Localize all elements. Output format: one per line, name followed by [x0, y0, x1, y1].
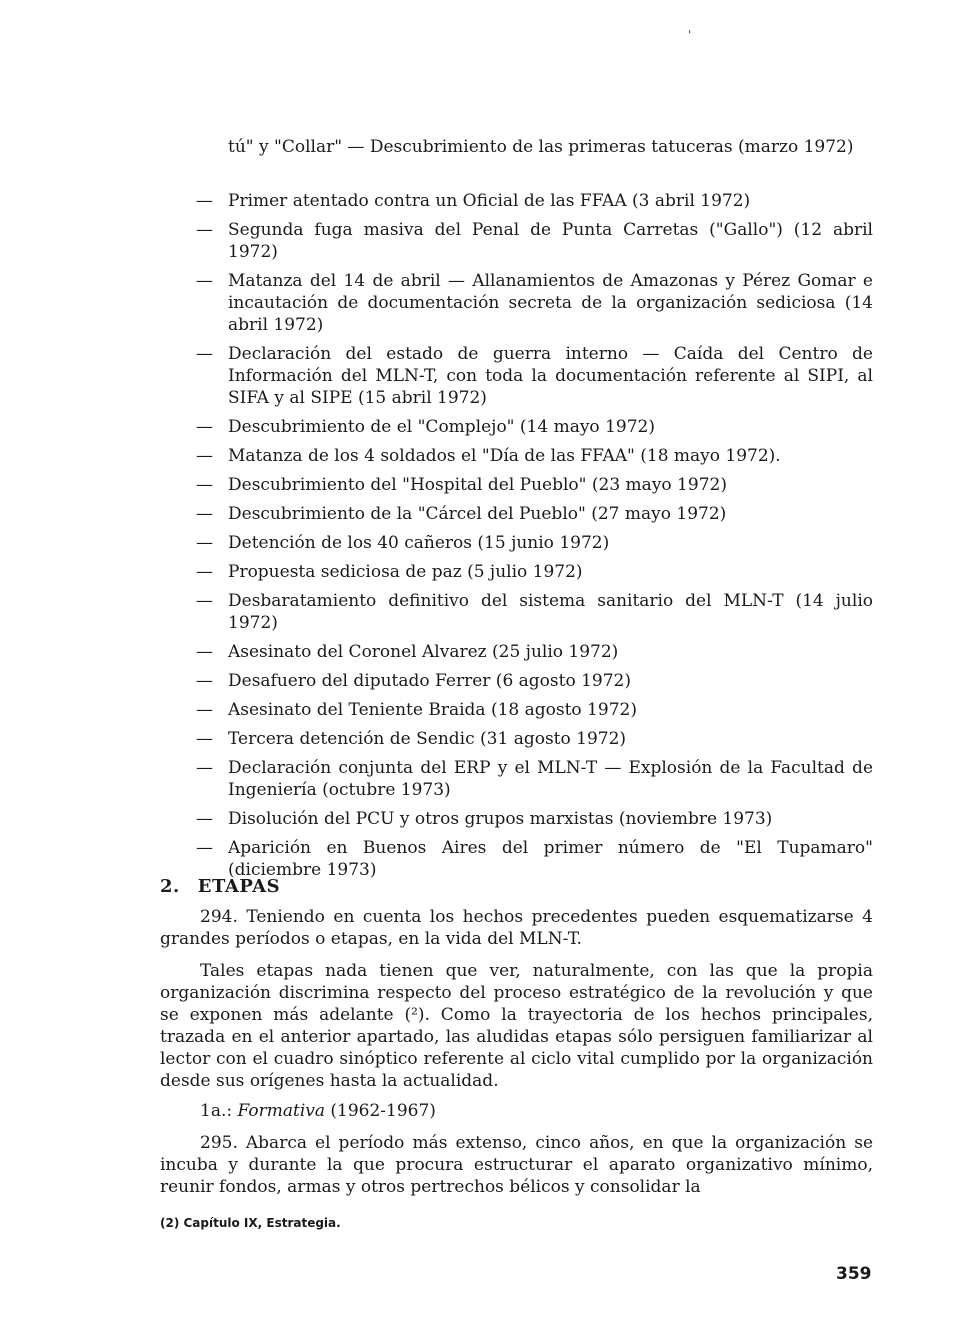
event-text: Aparición en Buenos Aires del primer número de "El Tupamaro" (diciembre 1973): [228, 838, 873, 880]
dash-marker: —: [196, 271, 213, 291]
paragraph-294: 294. Teniendo en cuenta los hechos precedentes pueden esquematizarse 4 grandes períodos o etapas, en la vida del MLN-T.: [160, 907, 873, 949]
dash-marker: —: [196, 671, 213, 691]
dash-marker: —: [196, 344, 213, 364]
event-item: [196, 190, 873, 212]
event-text: Asesinato del Teniente Braida (18 agosto 1972): [228, 700, 637, 720]
event-text: Asesinato del Coronel Alvarez (25 julio 1972): [228, 642, 619, 662]
event-text: Desbaratamiento definitivo del sistema sanitario del MLN-T (14 julio 1972): [228, 591, 873, 633]
event-text: Declaración del estado de guerra interno — Caída del Centro de Información del MLN-T, con toda la documentación referente al SIPI, al SIFA y al SIPE (15 abril 1972): [228, 344, 873, 408]
dash-marker: —: [196, 504, 213, 524]
section-title: ETAPAS: [197, 876, 281, 897]
event-item: [196, 445, 873, 467]
events-list: [196, 190, 873, 888]
dash-marker: —: [196, 533, 213, 553]
paragraph-295: 295. Abarca el período más extenso, cinco años, en que la organización se incuba y durante la que procura estructurar el aparato organizativo mínimo, reunir fondos, armas y otros pertrechos bélicos y consolidar la: [160, 1133, 873, 1197]
event-item: [196, 503, 873, 525]
event-text: Matanza del 14 de abril — Allanamientos de Amazonas y Pérez Gomar e incautación de documentación secreta de la organización sediciosa (14 abril 1972): [228, 271, 873, 335]
event-item: [196, 416, 873, 438]
stage-years: (1962-1967): [330, 1101, 436, 1121]
dash-marker: —: [196, 809, 213, 829]
dash-marker: —: [196, 700, 213, 720]
event-text: Declaración conjunta del ERP y el MLN-T — Explosión de la Facultad de Ingeniería (octubre 1973): [228, 758, 873, 800]
event-item: [196, 641, 873, 663]
dash-marker: —: [196, 191, 213, 211]
event-item: [196, 670, 873, 692]
event-text: Descubrimiento de la "Cárcel del Pueblo" (27 mayo 1972): [228, 504, 727, 524]
event-item: [196, 699, 873, 721]
footnote: (2) Capítulo IX, Estrategia.: [160, 1216, 341, 1230]
dash-marker: —: [196, 642, 213, 662]
event-text: Desafuero del diputado Ferrer (6 agosto 1972): [228, 671, 632, 691]
section-number: 2.: [160, 876, 180, 897]
event-item: [196, 343, 873, 409]
event-text: Primer atentado contra un Oficial de las FFAA (3 abril 1972): [228, 191, 751, 211]
event-text: Segunda fuga masiva del Penal de Punta Carretas ("Gallo") (12 abril 1972): [228, 220, 873, 262]
event-item: [196, 561, 873, 583]
event-text: Disolución del PCU y otros grupos marxistas (noviembre 1973): [228, 809, 773, 829]
event-item: [196, 474, 873, 496]
page-number: 359: [836, 1264, 872, 1284]
scan-speck: ': [688, 28, 692, 42]
event-text: Descubrimiento de el "Complejo" (14 mayo 1972): [228, 417, 655, 437]
stage-heading: [200, 1100, 436, 1122]
dash-marker: —: [196, 591, 213, 611]
stage-name: Formativa: [237, 1101, 325, 1121]
section-heading: [160, 876, 280, 897]
event-item: [196, 728, 873, 750]
dash-marker: —: [196, 562, 213, 582]
event-item: [196, 532, 873, 554]
event-item: [196, 219, 873, 263]
event-text: Matanza de los 4 soldados el "Día de las FFAA" (18 mayo 1972).: [228, 446, 781, 466]
dash-marker: —: [196, 417, 213, 437]
paragraph-tales-etapas: Tales etapas nada tienen que ver, naturalmente, con las que la propia organización discrimina respecto del proceso estratégico de la revolución y que se exponen más adelante (²). Como la trayectoria de los hechos principales, trazada en el anterior apartado, las aludidas etapas sólo persiguen familiarizar al lector con el cuadro sinóptico referente al ciclo vital cumplido por la organización desde sus orígenes hasta la actualidad.: [160, 961, 873, 1091]
event-text: Tercera detención de Sendic (31 agosto 1972): [228, 729, 627, 749]
dash-marker: —: [196, 838, 213, 858]
continued-event-line: tú" y "Collar" — Descubrimiento de las primeras tatuceras (marzo 1972): [228, 137, 854, 157]
dash-marker: —: [196, 220, 213, 240]
dash-marker: —: [196, 729, 213, 749]
event-text: Descubrimiento del "Hospital del Pueblo" (23 mayo 1972): [228, 475, 727, 495]
event-item: [196, 808, 873, 830]
event-text: Propuesta sediciosa de paz (5 julio 1972): [228, 562, 583, 582]
dash-marker: —: [196, 758, 213, 778]
dash-marker: —: [196, 446, 213, 466]
event-item: [196, 590, 873, 634]
event-item: [196, 757, 873, 801]
dash-marker: —: [196, 475, 213, 495]
event-item: [196, 270, 873, 336]
event-text: Detención de los 40 cañeros (15 junio 1972): [228, 533, 610, 553]
event-item: [196, 837, 873, 881]
stage-label: 1a.:: [200, 1101, 233, 1121]
